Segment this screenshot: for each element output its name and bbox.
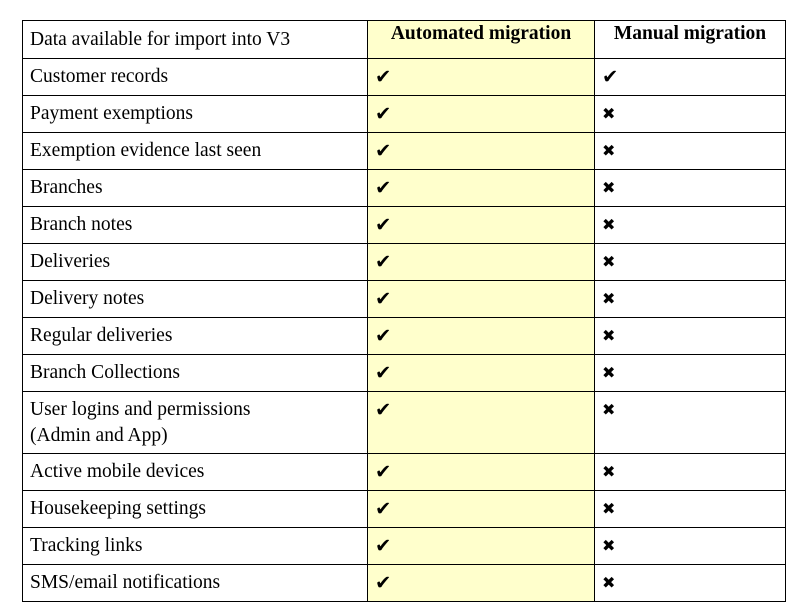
- row-label-cell: [23, 244, 368, 281]
- automated-check-icon: ✔: [368, 207, 595, 244]
- table-row: [23, 170, 786, 207]
- manual-cross-icon: ✖: [595, 565, 786, 602]
- row-label-cell: [23, 454, 368, 491]
- table-row: [23, 133, 786, 170]
- row-label: SMS/email notifications: [30, 572, 221, 593]
- row-label-cell: [23, 59, 368, 96]
- row-label: Deliveries: [30, 251, 111, 272]
- table-row: [23, 454, 786, 491]
- table-row: [23, 355, 786, 392]
- automated-check-icon: ✔: [368, 59, 595, 96]
- manual-cross-icon: ✖: [595, 491, 786, 528]
- table-row: [23, 528, 786, 565]
- automated-check-icon: ✔: [368, 355, 595, 392]
- row-label: Housekeeping settings: [30, 498, 207, 519]
- table-row: [23, 318, 786, 355]
- row-label: User logins and permissions: [30, 399, 251, 420]
- manual-cross-icon: ✖: [595, 528, 786, 565]
- automated-check-icon: ✔: [368, 281, 595, 318]
- automated-check-icon: ✔: [368, 170, 595, 207]
- manual-cross-icon: ✖: [595, 207, 786, 244]
- row-label: Active mobile devices: [30, 461, 205, 482]
- automated-check-icon: ✔: [368, 528, 595, 565]
- row-label: (Admin and App): [30, 425, 168, 446]
- manual-cross-icon: ✖: [595, 244, 786, 281]
- row-label-cell: [23, 392, 368, 454]
- header-automated-migration: Automated migration: [368, 21, 595, 59]
- row-label-cell: [23, 355, 368, 392]
- row-label-cell: [23, 133, 368, 170]
- table-row: [23, 392, 786, 454]
- automated-check-icon: ✔: [368, 96, 595, 133]
- manual-cross-icon: ✖: [595, 170, 786, 207]
- table-row: [23, 281, 786, 318]
- row-label: Branch notes: [30, 214, 133, 235]
- row-label-cell: [23, 528, 368, 565]
- row-label: Exemption evidence last seen: [30, 140, 262, 161]
- table-row: [23, 96, 786, 133]
- header-manual-migration: Manual migration: [595, 21, 786, 59]
- table-row: [23, 59, 786, 96]
- manual-check-icon: ✔: [595, 59, 786, 96]
- header-data-available: Data available for import into V3: [23, 21, 368, 59]
- row-label: Payment exemptions: [30, 103, 194, 124]
- row-label-cell: [23, 170, 368, 207]
- automated-check-icon: ✔: [368, 318, 595, 355]
- table-row: [23, 207, 786, 244]
- manual-cross-icon: ✖: [595, 133, 786, 170]
- row-label-cell: [23, 207, 368, 244]
- row-label: Regular deliveries: [30, 325, 173, 346]
- row-label: Delivery notes: [30, 288, 145, 309]
- row-label: Tracking links: [30, 535, 143, 556]
- manual-cross-icon: ✖: [595, 281, 786, 318]
- row-label-cell: [23, 96, 368, 133]
- row-label-cell: [23, 565, 368, 602]
- table-row: [23, 565, 786, 602]
- manual-cross-icon: ✖: [595, 96, 786, 133]
- automated-check-icon: ✔: [368, 392, 595, 454]
- table-row: [23, 244, 786, 281]
- row-label-cell: [23, 491, 368, 528]
- manual-cross-icon: ✖: [595, 318, 786, 355]
- automated-check-icon: ✔: [368, 565, 595, 602]
- manual-cross-icon: ✖: [595, 355, 786, 392]
- row-label: Branch Collections: [30, 362, 181, 383]
- row-label: Branches: [30, 177, 103, 198]
- row-label-cell: [23, 281, 368, 318]
- table-body: [23, 59, 786, 602]
- manual-cross-icon: ✖: [595, 392, 786, 454]
- table-row: [23, 491, 786, 528]
- migration-comparison-table: [22, 20, 786, 602]
- row-label: Customer records: [30, 66, 169, 87]
- automated-check-icon: ✔: [368, 454, 595, 491]
- manual-cross-icon: ✖: [595, 454, 786, 491]
- table-header-row: [23, 21, 786, 59]
- automated-check-icon: ✔: [368, 491, 595, 528]
- row-label-cell: [23, 318, 368, 355]
- automated-check-icon: ✔: [368, 244, 595, 281]
- automated-check-icon: ✔: [368, 133, 595, 170]
